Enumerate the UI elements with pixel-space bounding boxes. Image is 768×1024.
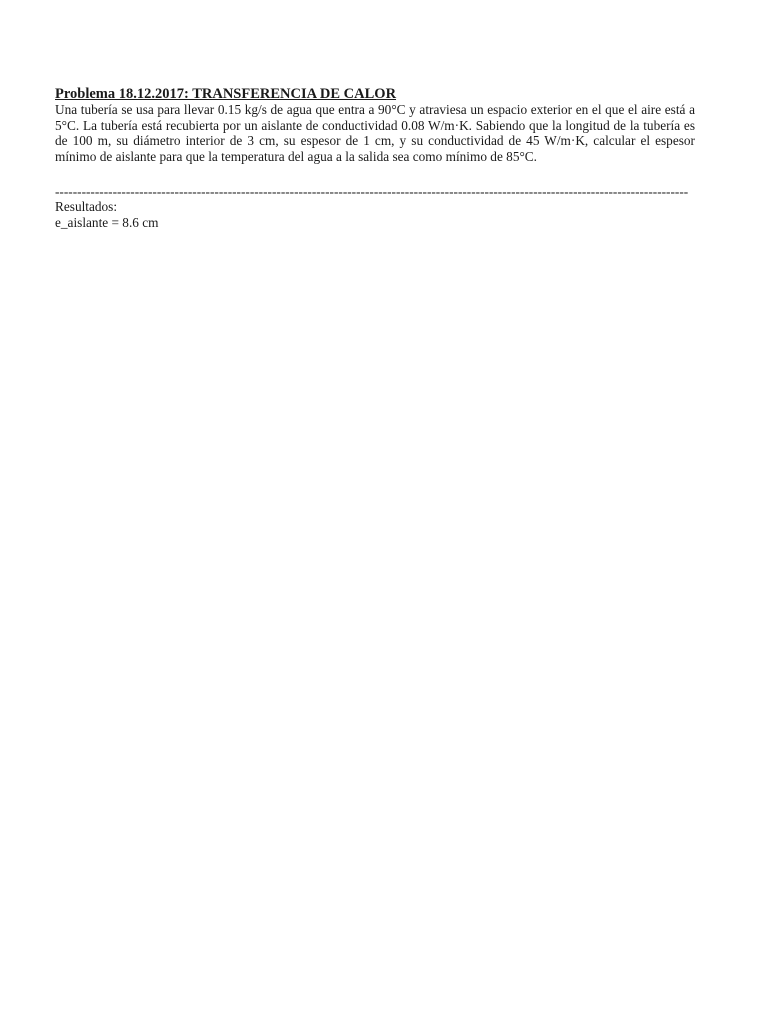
problem-title: Problema 18.12.2017: TRANSFERENCIA DE CALOR [55, 86, 397, 102]
result-value: e_aislante = 8.6 cm [55, 215, 159, 231]
document-page [55, 86, 695, 231]
problem-statement: Una tubería se usa para llevar 0.15 kg/s de agua que entra a 90°C y atraviesa un espacio exterior en el que el aire está a 5°C. La tubería está recubierta por un aislante de conductividad 0.08 W/m·K. Sabiendo que la longitud de la tubería es de 100 m, su diámetro interior de 3 cm, su espesor de 1 cm, y su conductividad de 45 W/m·K, calcular el espesor mínimo de aislante para que la temperatura del agua a la salida sea como mínimo de 85°C. [55, 102, 695, 164]
results-label: Resultados: [55, 199, 118, 215]
separator-line: ----------------------------------------------------------------------------------------------------------------------------------------------- [55, 185, 689, 200]
